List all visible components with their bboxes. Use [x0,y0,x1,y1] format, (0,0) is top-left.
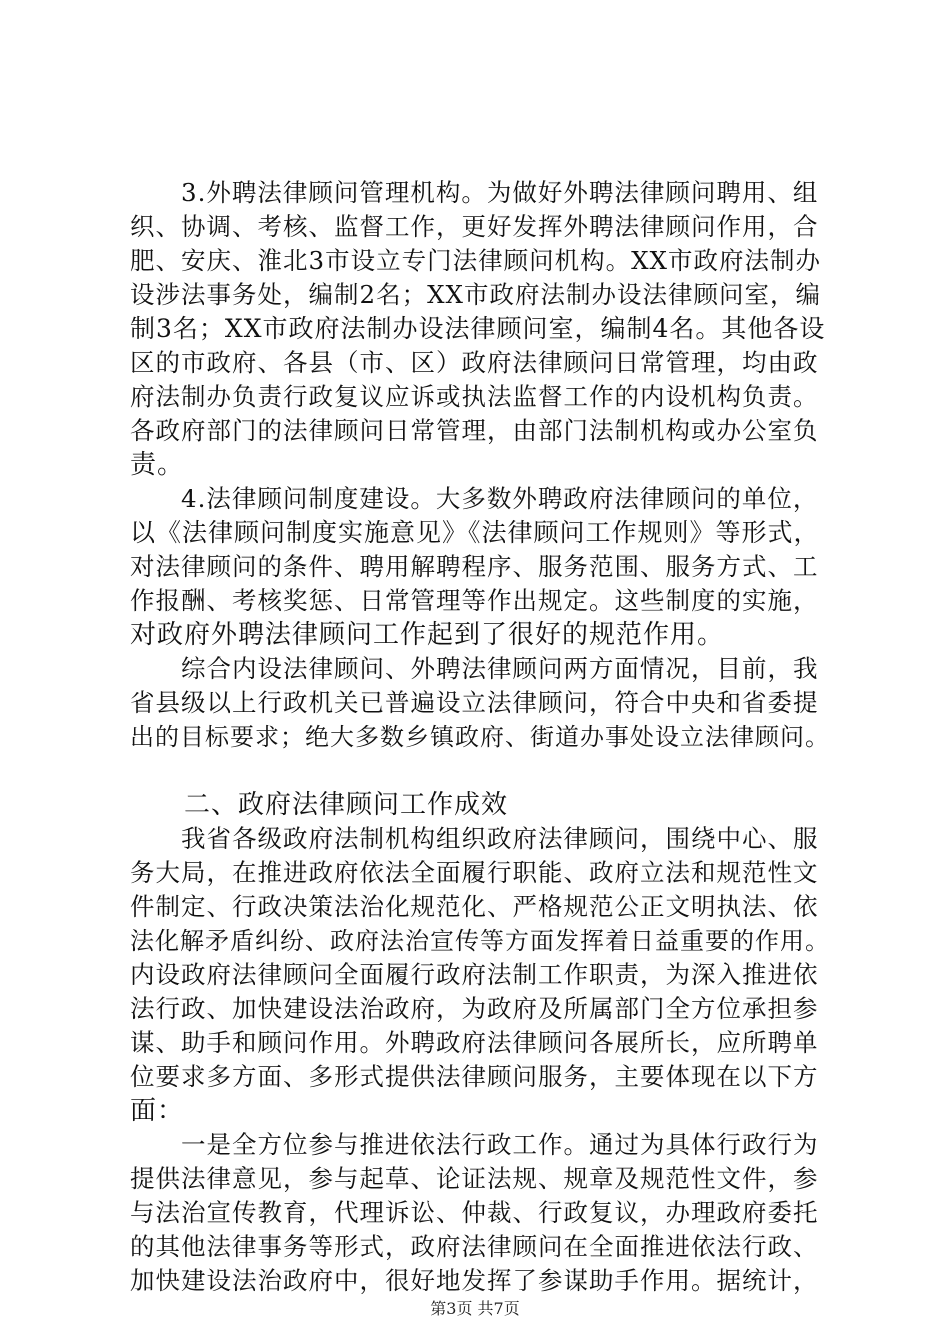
text-line: 对法律顾问的条件、聘用解聘程序、服务范围、服务方式、工 [130,552,819,581]
text-line: 出的目标要求；绝大多数乡镇政府、街道办事处设立法律顾问。 [130,723,830,751]
page-number: 第3页 共7页 [430,1299,520,1318]
text-line: 制3名；XX市政府法制办设法律顾问室，编制4名。其他各设 [130,314,826,343]
text-line: 法化解矛盾纠纷、政府法治宣传等方面发挥着日益重要的作用。 [130,927,830,955]
text-line: 务大局，在推进政府依法全面履行职能、政府立法和规范性文 [130,858,819,887]
text-line: 提供法律意见，参与起草、论证法规、规章及规范性文件，参 [130,1164,819,1193]
text-line: 面： [130,1096,185,1126]
text-line: 对政府外聘法律顾问工作起到了很好的规范作用。 [130,620,725,650]
text-line: 区的市政府、各县（市、区）政府法律顾问日常管理，均由政 [130,348,819,377]
text-line: 我省各级政府法制机构组织政府法律顾问，围绕中心、服 [130,824,819,853]
section-heading: 二、政府法律顾问工作成效 [130,790,509,820]
text-line: 以《法律顾问制度实施意见》《法律顾问工作规则》等形式， [130,518,820,547]
text-line: 各政府部门的法律顾问日常管理，由部门法制机构或办公室负 [130,416,819,445]
text-line: 府法制办负责行政复议应诉或执法监督工作的内设机构负责。 [130,382,819,411]
text-line: 件制定、行政决策法治化规范化、严格规范公正文明执法、依 [130,892,819,921]
text-line: 的其他法律事务等形式，政府法律顾问在全面推进依法行政、 [130,1232,819,1261]
text-line: 作报酬、考核奖惩、日常管理等作出规定。这些制度的实施， [130,586,819,615]
text-line: 与法治宣传教育，代理诉讼、仲裁、行政复议，办理政府委托 [130,1198,819,1227]
text-line: 内设政府法律顾问全面履行政府法制工作职责，为深入推进依 [130,960,819,989]
text-line: 省县级以上行政机关已普遍设立法律顾问，符合中央和省委提 [130,688,819,717]
text-line: 织、协调、考核、监督工作，更好发挥外聘法律顾问作用，合 [130,212,819,241]
text-line: 4.法律顾问制度建设。大多数外聘政府法律顾问的单位， [130,484,819,513]
text-line: 一是全方位参与推进依法行政工作。通过为具体行政行为 [130,1130,819,1159]
text-line: 位要求多方面、多形式提供法律顾问服务，主要体现在以下方 [130,1062,819,1091]
text-line: 综合内设法律顾问、外聘法律顾问两方面情况，目前，我 [130,654,819,683]
text-line: 责。 [130,450,185,480]
text-line: 肥、安庆、淮北3市设立专门法律顾问机构。XX市政府法制办 [130,246,821,275]
text-line: 法行政、加快建设法治政府，为政府及所属部门全方位承担参 [130,994,819,1023]
text-line: 加快建设法治政府中，很好地发挥了参谋助手作用。据统计， [130,1266,819,1295]
text-line: 谋、助手和顾问作用。外聘政府法律顾问各展所长，应所聘单 [130,1028,819,1057]
text-line: 3.外聘法律顾问管理机构。为做好外聘法律顾问聘用、组 [130,178,819,207]
text-line: 设涉法事务处，编制2名；XX市政府法制办设法律顾问室，编 [130,280,821,309]
